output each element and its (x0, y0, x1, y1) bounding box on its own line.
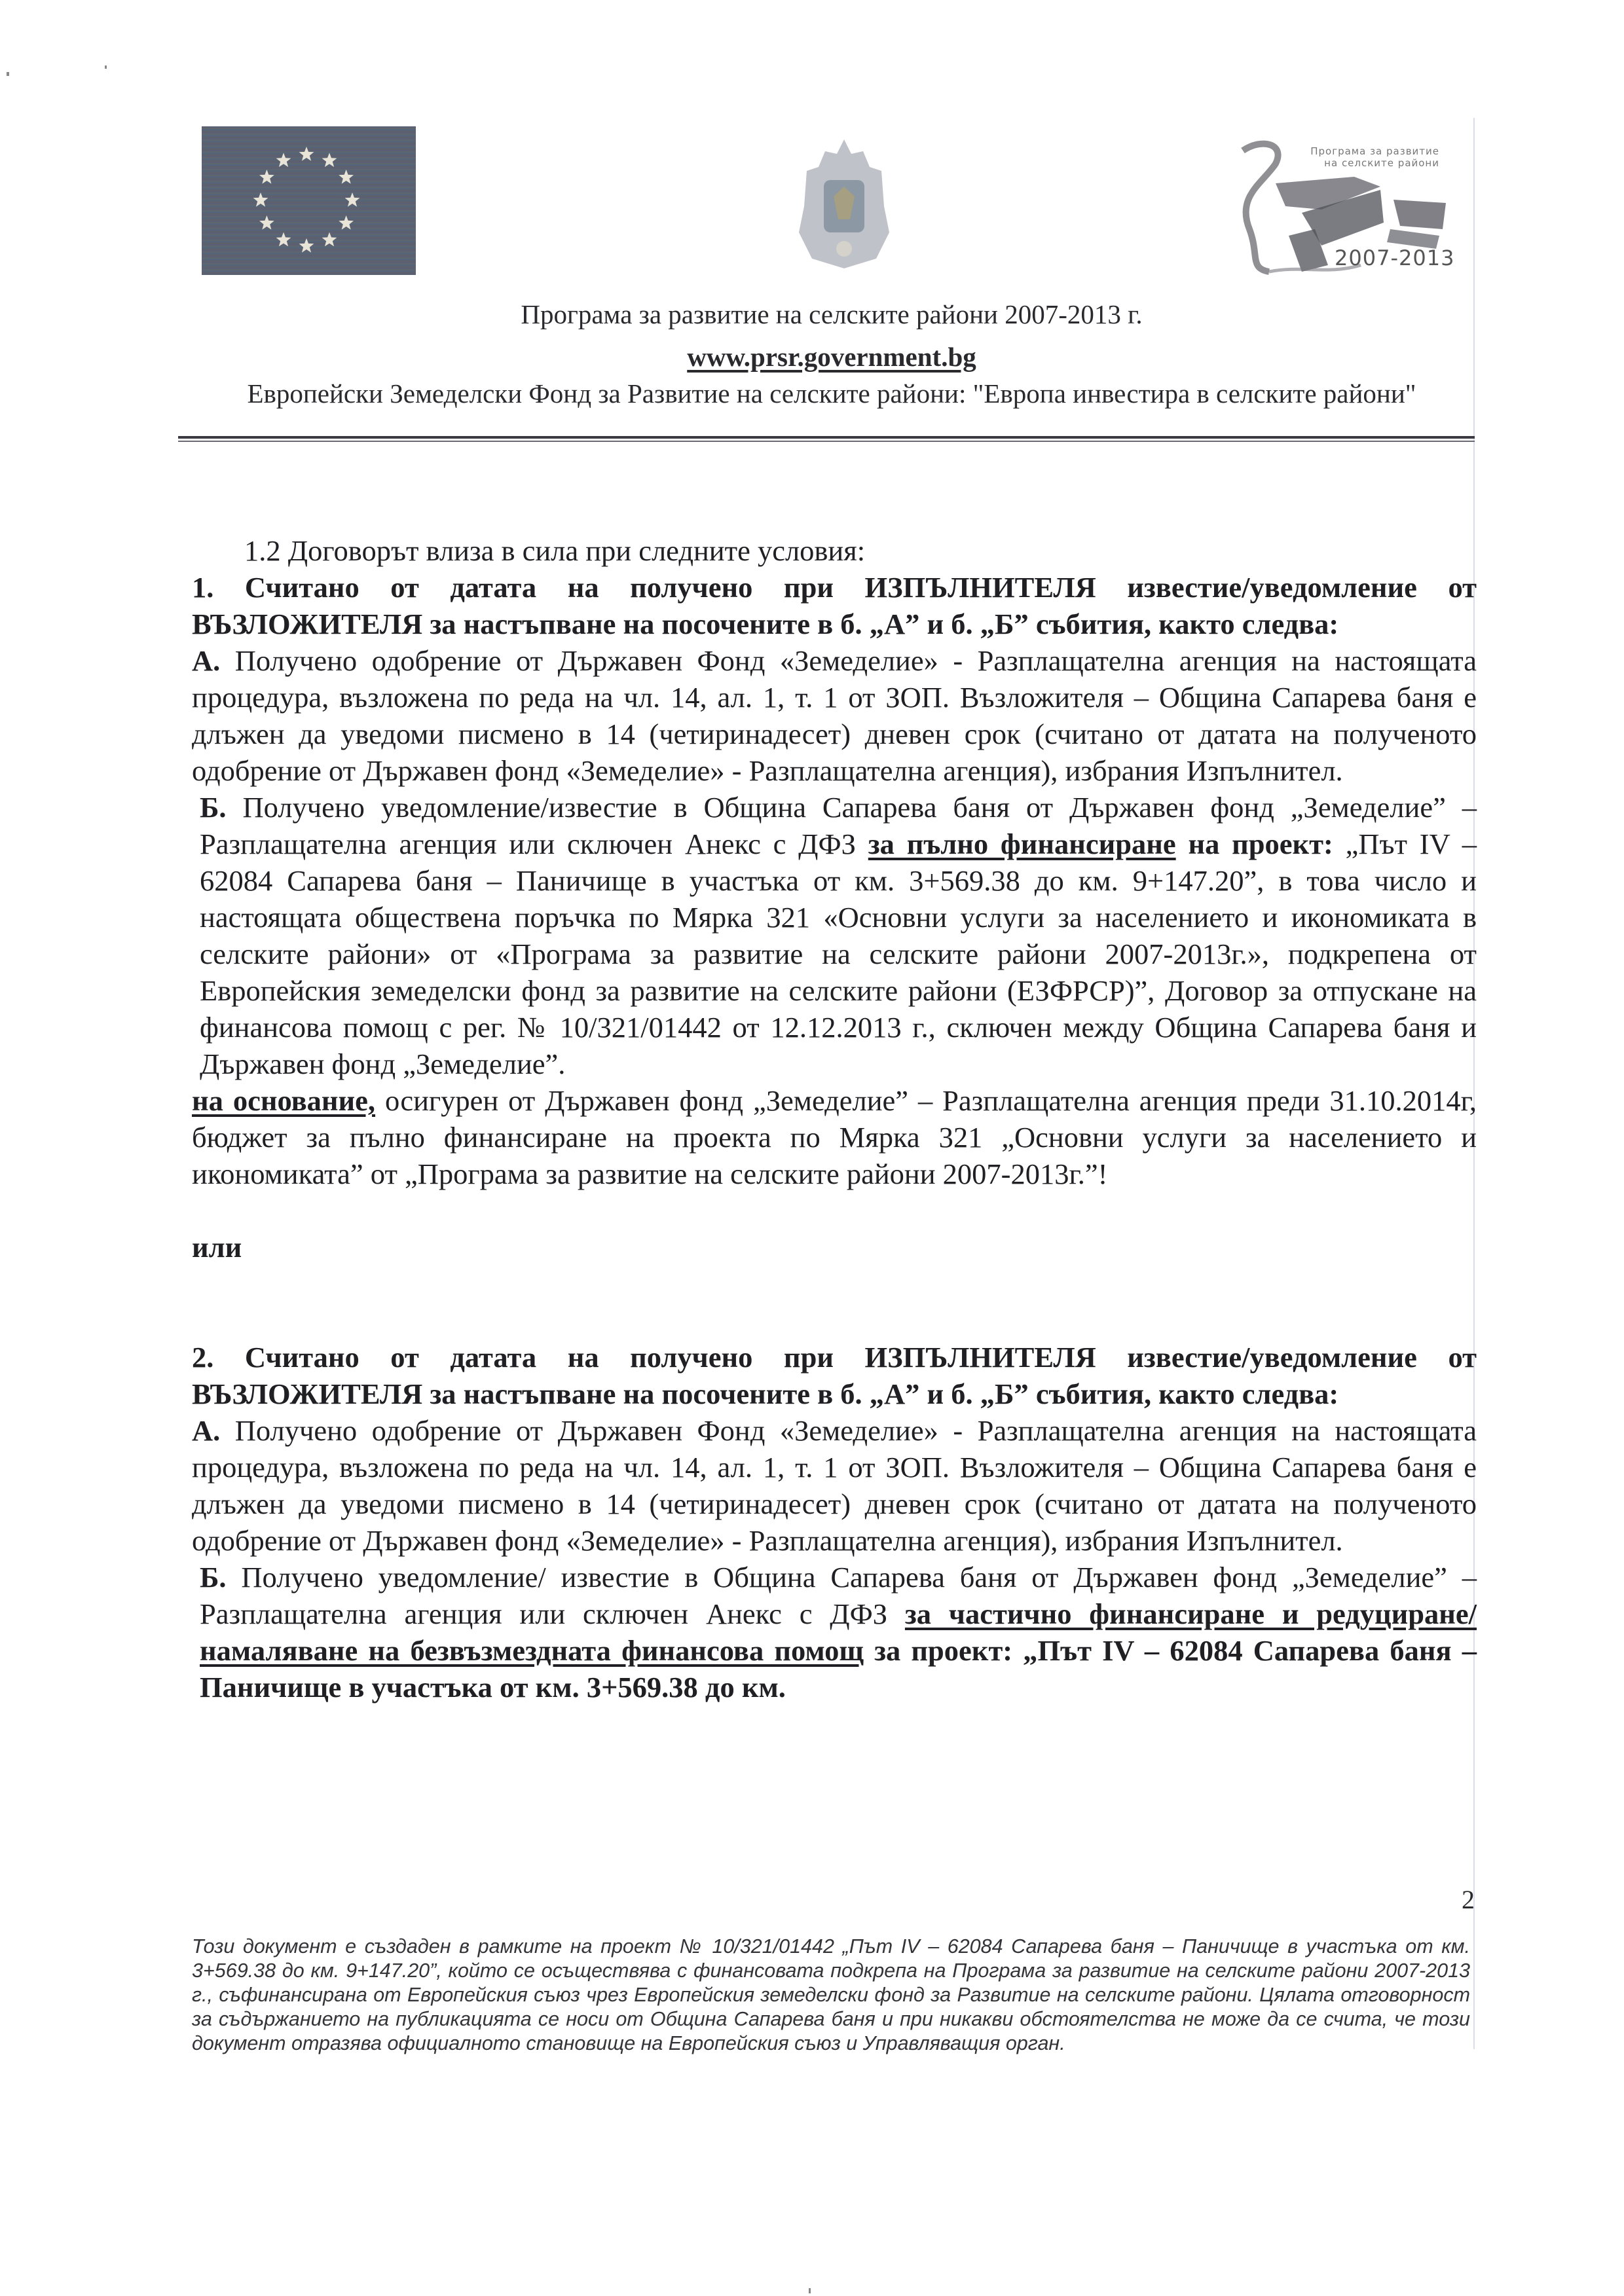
bulgaria-coat-of-arms-icon (771, 134, 917, 272)
option1-basis-text: осигурен от Държавен фонд „Земеделие” – Разплащателна агенция преди 31.10.2014г, бюджет за пълно финансиране на проекта по Мярка 321 „Основни услуги за населението и икономиката” от „Програма за развитие на селските райони 2007-2013г.”! (192, 1084, 1477, 1190)
option1-basis (192, 1082, 1477, 1192)
option1-a-label: А. (192, 644, 221, 677)
eu-flag-icon (202, 126, 416, 275)
scan-speck (809, 2288, 811, 2293)
option2-b-label: Б. (200, 1561, 227, 1594)
option2-heading: 2. Считано от датата на получено при ИЗПЪЛНИТЕЛЯ известие/уведомление от ВЪЗЛОЖИТЕЛЯ за настъпване на посочените в б. „А” и б. „Б” събития, както следва: (192, 1341, 1477, 1410)
option1-heading: 1. Считано от датата на получено при ИЗПЪЛНИТЕЛЯ известие/уведомление от ВЪЗЛОЖИТЕЛЯ за настъпване на посочените в б. „А” и б. „Б” събития, както следва: (192, 571, 1477, 640)
prsr-logo-text-line2: на селските райони (1324, 157, 1439, 169)
option2-a-label: А. (192, 1414, 221, 1447)
prsr-logo-text (1282, 145, 1439, 169)
page-number: 2 (1462, 1885, 1475, 1914)
header-divider-thin (178, 441, 1475, 442)
option1-point-a (192, 642, 1477, 789)
option1-basis-underlined: на основание, (192, 1084, 376, 1117)
or-separator: или (192, 1231, 242, 1264)
option1-b-text1: Получено уведомление/известие в Община Сапарева баня от Държавен фонд „Земеделие” – Разплащателна агенция или сключен Анекс с ДФЗ (200, 791, 1477, 860)
scan-speck (105, 65, 107, 69)
header-divider (178, 436, 1475, 439)
option1-b-label: Б. (200, 791, 227, 824)
option1-b-bold: на проект: (1175, 828, 1333, 860)
program-title: Програма за развитие на селските райони 2007-2013 г. (521, 299, 1143, 329)
option1-b-text2: „Път IV – 62084 Сапарева баня – Паничище в участъка от км. 3+569.38 до км. 9+147.20”, в това число и настоящата обществена поръчка по Мярка 321 «Основни услуги за населението и икономиката в селските райони» от «Програма за развитие на селските райони 2007-2013г.», подкрепена от Европейския земеделски фонд за развитие на селските райони (ЕЗФРСР)”, Договор за отпускане на финансова помощ с рег. № 10/321/01442 от 12.12.2013 г., сключен между Община Сапарева баня и Държавен фонд „Земеделие”. (200, 828, 1477, 1080)
website-link-wrap (177, 340, 1486, 373)
prsr-logo-text-line1: Програма за развитие (1310, 145, 1439, 157)
option2-b-text1: Получено уведомление/ известие в Община Сапарева баня от Държавен фонд „Земеделие” – Разплащателна агенция или сключен Анекс с ДФЗ (200, 1561, 1477, 1630)
scan-speck (7, 72, 9, 76)
option2-b-bold: за проект: „Път IV – 62084 Сапарева баня – Паничище в участъка от км. 3+569.38 до км. (200, 1634, 1477, 1704)
prsr-logo-years: 2007-2013 (1335, 246, 1455, 270)
option1-point-b (192, 789, 1477, 1082)
option1-b-underlined: за пълно финансиране (868, 828, 1176, 860)
fund-slogan: Европейски Земеделски Фонд за Развитие на селските райони: "Европа инвестира в селските райони" (247, 378, 1416, 409)
option2-point-b (192, 1559, 1477, 1705)
option1-a-text: Получено одобрение от Държавен Фонд «Земеделие» - Разплащателна агенция на настоящата процедура, възложена по реда на чл. 14, ал. 1, т. 1 от ЗОП. Възложителя – Община Сапарева баня е длъжен да уведоми писмено в 14 (четиринадесет) дневен срок (считано от датата на полученото одобрение от Държавен фонд «Земеделие» - Разплащателна агенция), избрания Изпълнител. (192, 644, 1477, 787)
option2-b-underlined: за частично финансиране и редуциране/намаляване на безвъзмездната финансова помощ (200, 1597, 1477, 1667)
footer-disclaimer: Този документ е създаден в рамките на проект № 10/321/01442 „Път IV – 62084 Сапарева баня – Паничище в участъка от км. 3+569.38 до км. 9+147.20”, който се осъществява с финансовата подкрепа на Програма за развитие на селските райони 2007-2013 г., съфинансирана от Европейския съюз чрез Европейския земеделски фонд за Развитие на селските райони. Цялата отговорност за съдържанието на публикацията се носи от Община Сапарева баня и при никакви обстоятелства не може да се счита, че този документ отразява официалното становище на Европейския съюз и Управляващия орган. (192, 1935, 1470, 2054)
option2-point-a (192, 1412, 1477, 1559)
eu-stars (202, 126, 416, 275)
contract-body (192, 532, 1477, 1705)
website-link[interactable]: www.prsr.government.bg (687, 342, 976, 372)
clause-intro: 1.2 Договорът влиза в сила при следните условия: (244, 534, 866, 567)
option2-a-text: Получено одобрение от Държавен Фонд «Земеделие» - Разплащателна агенция на настоящата процедура, възложена по реда на чл. 14, ал. 1, т. 1 от ЗОП. Възложителя – Община Сапарева баня е длъжен да уведоми писмено в 14 (четиринадесет) дневен срок (считано от датата на полученото одобрение от Държавен фонд «Земеделие» - Разплащателна агенция), избрания Изпълнител. (192, 1414, 1477, 1557)
prsr-logo-icon (1223, 137, 1459, 278)
